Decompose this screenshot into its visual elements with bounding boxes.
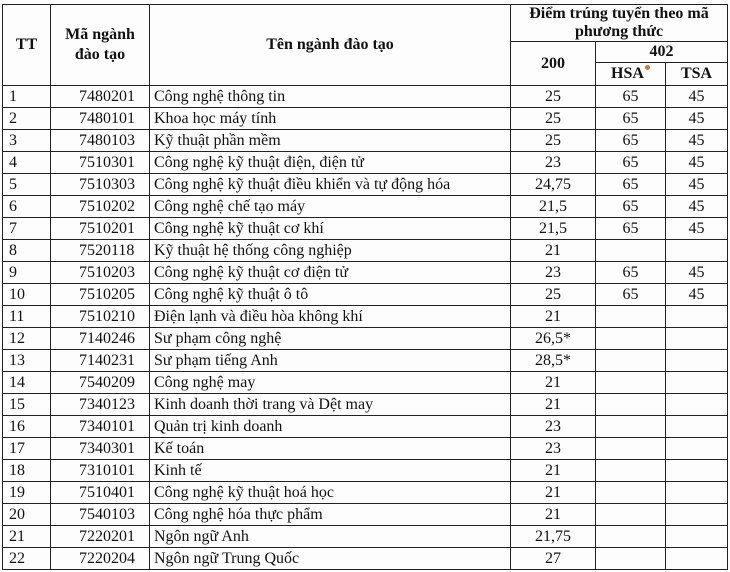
score-hsa (596, 350, 666, 372)
score-tsa: 45 (666, 262, 728, 284)
score-200: 24,75 (511, 174, 596, 196)
table-row (3, 482, 728, 504)
score-hsa (596, 394, 666, 416)
score-200: 25 (511, 86, 596, 108)
row-number: 9 (3, 262, 51, 284)
score-200: 25 (511, 284, 596, 306)
score-hsa: 65 (596, 152, 666, 174)
row-number: 11 (3, 306, 51, 328)
score-hsa: 65 (596, 174, 666, 196)
score-200: 21,5 (511, 218, 596, 240)
row-number: 18 (3, 460, 51, 482)
program-name: Kỹ thuật phần mềm (150, 130, 511, 152)
program-code: 7340123 (51, 394, 150, 416)
program-name: Ngôn ngữ Anh (150, 526, 511, 548)
score-200: 21 (511, 372, 596, 394)
program-name: Công nghệ kỹ thuật ô tô (150, 284, 511, 306)
score-tsa (666, 394, 728, 416)
row-number: 6 (3, 196, 51, 218)
program-name: Công nghệ kỹ thuật điện, điện tử (150, 152, 511, 174)
score-tsa (666, 438, 728, 460)
program-code: 7520118 (51, 240, 150, 262)
score-hsa (596, 372, 666, 394)
table-row (3, 350, 728, 372)
header-tsa: TSA (666, 63, 728, 86)
score-200: 23 (511, 152, 596, 174)
row-number: 4 (3, 152, 51, 174)
header-hsa-label: HSA (611, 65, 644, 82)
program-code: 7540209 (51, 372, 150, 394)
admission-score-table (2, 4, 728, 570)
score-hsa: 65 (596, 130, 666, 152)
table-row (3, 108, 728, 130)
program-code: 7480201 (51, 86, 150, 108)
row-number: 2 (3, 108, 51, 130)
table-row (3, 152, 728, 174)
table-row (3, 130, 728, 152)
table-row (3, 328, 728, 350)
table-row (3, 504, 728, 526)
table-row (3, 306, 728, 328)
row-number: 15 (3, 394, 51, 416)
score-hsa (596, 240, 666, 262)
row-number: 1 (3, 86, 51, 108)
score-200: 23 (511, 438, 596, 460)
score-200: 21 (511, 306, 596, 328)
score-tsa: 45 (666, 86, 728, 108)
score-200: 21 (511, 240, 596, 262)
row-number: 7 (3, 218, 51, 240)
program-name: Công nghệ kỹ thuật điều khiển và tự động hóa (150, 174, 511, 196)
score-hsa (596, 504, 666, 526)
table-body (3, 86, 728, 570)
program-name: Khoa học máy tính (150, 108, 511, 130)
program-code: 7340301 (51, 438, 150, 460)
table-row (3, 196, 728, 218)
table-row (3, 460, 728, 482)
score-tsa: 45 (666, 218, 728, 240)
score-hsa: 65 (596, 218, 666, 240)
program-code: 7540103 (51, 504, 150, 526)
table-row (3, 548, 728, 570)
program-code: 7220204 (51, 548, 150, 570)
score-tsa: 45 (666, 196, 728, 218)
score-tsa (666, 526, 728, 548)
program-name: Công nghệ chế tạo máy (150, 196, 511, 218)
score-200: 23 (511, 262, 596, 284)
program-name: Công nghệ thông tin (150, 86, 511, 108)
ink-dot (645, 65, 650, 70)
score-200: 21 (511, 504, 596, 526)
score-200: 25 (511, 130, 596, 152)
table-row (3, 174, 728, 196)
program-name: Công nghệ kỹ thuật hoá học (150, 482, 511, 504)
score-200: 28,5* (511, 350, 596, 372)
program-code: 7340101 (51, 416, 150, 438)
score-hsa: 65 (596, 262, 666, 284)
score-hsa: 65 (596, 284, 666, 306)
table-row (3, 394, 728, 416)
score-200: 25 (511, 108, 596, 130)
score-tsa (666, 416, 728, 438)
program-name: Quản trị kinh doanh (150, 416, 511, 438)
row-number: 12 (3, 328, 51, 350)
score-tsa: 45 (666, 108, 728, 130)
header-code: Mã ngành đào tạo (51, 5, 150, 86)
score-hsa (596, 328, 666, 350)
program-code: 7510205 (51, 284, 150, 306)
score-200: 21,75 (511, 526, 596, 548)
program-code: 7510201 (51, 218, 150, 240)
table-row (3, 438, 728, 460)
score-200: 21 (511, 460, 596, 482)
table-row (3, 86, 728, 108)
table-row (3, 262, 728, 284)
program-code: 7480103 (51, 130, 150, 152)
score-tsa (666, 372, 728, 394)
score-200: 27 (511, 548, 596, 570)
header-score-group: Điểm trúng tuyển theo mã phương thức (511, 5, 728, 42)
score-hsa: 65 (596, 86, 666, 108)
score-200: 23 (511, 416, 596, 438)
score-200: 26,5* (511, 328, 596, 350)
score-tsa: 45 (666, 284, 728, 306)
score-tsa (666, 504, 728, 526)
program-code: 7220201 (51, 526, 150, 548)
program-code: 7140231 (51, 350, 150, 372)
score-hsa (596, 526, 666, 548)
row-number: 8 (3, 240, 51, 262)
score-tsa (666, 328, 728, 350)
program-code: 7510202 (51, 196, 150, 218)
table-row (3, 416, 728, 438)
program-name: Kỹ thuật hệ thống công nghiệp (150, 240, 511, 262)
score-hsa (596, 416, 666, 438)
score-tsa (666, 240, 728, 262)
header-tt: TT (3, 5, 51, 86)
program-code: 7480101 (51, 108, 150, 130)
program-name: Công nghệ may (150, 372, 511, 394)
program-name: Công nghệ hóa thực phẩm (150, 504, 511, 526)
score-tsa: 45 (666, 174, 728, 196)
table-row (3, 372, 728, 394)
program-code: 7510301 (51, 152, 150, 174)
row-number: 17 (3, 438, 51, 460)
header-method-200: 200 (511, 42, 596, 86)
row-number: 19 (3, 482, 51, 504)
score-200: 21 (511, 482, 596, 504)
score-hsa (596, 548, 666, 570)
score-hsa (596, 438, 666, 460)
header-hsa (596, 63, 666, 86)
score-tsa (666, 460, 728, 482)
score-tsa (666, 306, 728, 328)
row-number: 22 (3, 548, 51, 570)
row-number: 3 (3, 130, 51, 152)
row-number: 21 (3, 526, 51, 548)
row-number: 13 (3, 350, 51, 372)
row-number: 14 (3, 372, 51, 394)
score-200: 21 (511, 394, 596, 416)
program-code: 7510401 (51, 482, 150, 504)
program-name: Kinh tế (150, 460, 511, 482)
header-name: Tên ngành đào tạo (150, 5, 511, 86)
table-row (3, 218, 728, 240)
program-code: 7510210 (51, 306, 150, 328)
score-200: 21,5 (511, 196, 596, 218)
program-code: 7310101 (51, 460, 150, 482)
program-name: Công nghệ kỹ thuật cơ điện tử (150, 262, 511, 284)
row-number: 20 (3, 504, 51, 526)
program-name: Sư phạm tiếng Anh (150, 350, 511, 372)
score-hsa: 65 (596, 108, 666, 130)
score-tsa (666, 482, 728, 504)
program-code: 7510203 (51, 262, 150, 284)
score-hsa: 65 (596, 196, 666, 218)
program-name: Kinh doanh thời trang và Dệt may (150, 394, 511, 416)
score-tsa (666, 350, 728, 372)
program-name: Ngôn ngữ Trung Quốc (150, 548, 511, 570)
score-tsa (666, 548, 728, 570)
row-number: 5 (3, 174, 51, 196)
program-code: 7140246 (51, 328, 150, 350)
table-row (3, 526, 728, 548)
row-number: 10 (3, 284, 51, 306)
program-name: Sư phạm công nghệ (150, 328, 511, 350)
score-hsa (596, 460, 666, 482)
score-hsa (596, 306, 666, 328)
program-code: 7510303 (51, 174, 150, 196)
table-row (3, 240, 728, 262)
program-name: Kế toán (150, 438, 511, 460)
row-number: 16 (3, 416, 51, 438)
table-row (3, 284, 728, 306)
program-name: Công nghệ kỹ thuật cơ khí (150, 218, 511, 240)
header-method-402: 402 (596, 42, 728, 63)
program-name: Điện lạnh và điều hòa không khí (150, 306, 511, 328)
score-tsa: 45 (666, 130, 728, 152)
score-tsa: 45 (666, 152, 728, 174)
score-hsa (596, 482, 666, 504)
